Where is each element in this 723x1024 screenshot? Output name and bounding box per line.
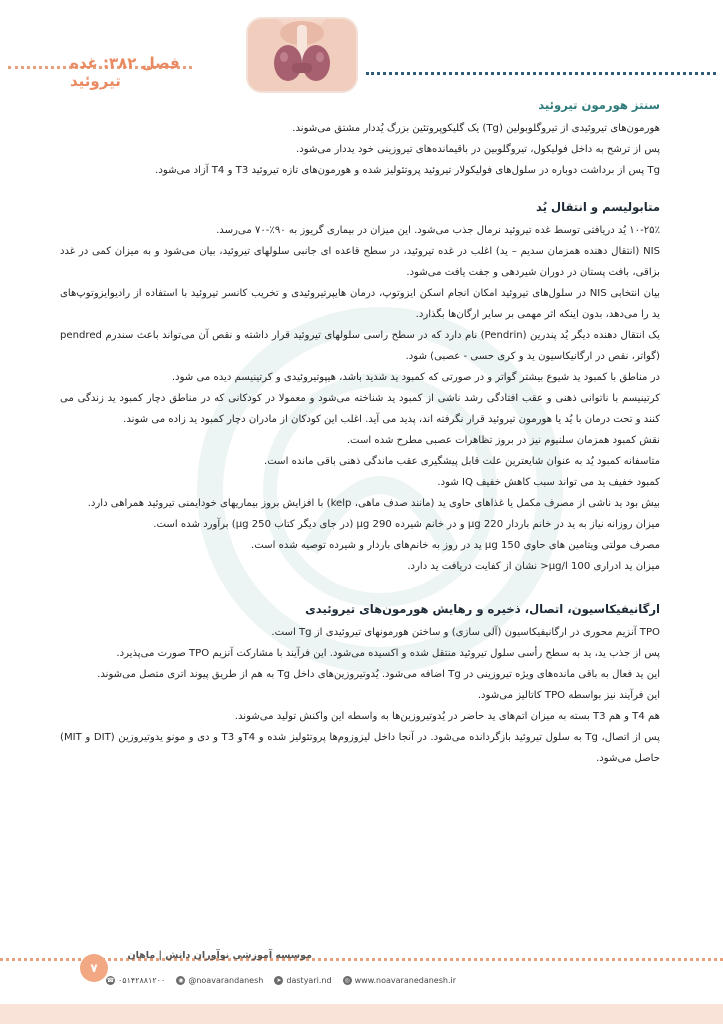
chapter-title: فصل ۳۸۲: غده تیروئید [70, 54, 180, 90]
paragraph: کمبود خفیف ید می تواند سبب کاهش خفیف IQ شود. [437, 477, 660, 488]
page-content [60, 96, 660, 769]
section-title: سنتز هورمون تیروئید [538, 98, 660, 112]
paragraph: بیش بود ید ناشی از مصرف مکمل یا غذاهای حاوی ید (مانند صدف ماهی، kelp) با افزایش بروز بیماریهای خودایمنی تیروئید همراهی دارد. [87, 498, 660, 509]
paragraph: TPO آنزیم محوری در ارگانیفیکاسیون (آلی سازی) و ساختن هورمونهای تیروئیدی از Tg است. [271, 627, 660, 638]
telegram-text: dastyari.nd [286, 975, 332, 985]
paragraph: هم T4 و هم T3 بسته به میزان اتم‌های ید حاضر در یُدوتیروزین‌ها به واسطه این واکنش تولید می‌شوند. [234, 711, 660, 722]
website-text: www.noavaranedanesh.ir [354, 975, 456, 985]
section-title: ارگانیفیکاسیون، اتصال، ذخیره و رهایش هورمون‌های تیروئیدی [305, 602, 660, 616]
paragraph: پس از ترشح به داخل فولیکول، تیروگلوبین در باقیمانده‌های تیروزینی خود یددار می‌شود. [296, 144, 660, 155]
paragraph: نقش کمبود همزمان سلنیوم نیز در بروز تظاهرات عصبی مطرح شده است. [346, 435, 660, 446]
paragraph: Tg پس از برداشت دوباره در سلول‌های فولیکولار تیروئید پروتئولیز شده و هورمون‌های تازه تیروئید T3 و T4 آزاد می‌شود. [155, 165, 660, 176]
footer-divider [0, 958, 723, 961]
paragraph: این فرآیند نیز بواسطه TPO کاتالیز می‌شود. [477, 690, 660, 701]
paragraph: پس از جذب ید، ید به سطح رأسی سلول تیروئید منتقل شده و اکسیده می‌شود. این فرآیند با مشارکت آنزیم TPO صورت می‌پذیرد. [116, 648, 660, 659]
paragraph: NIS (انتقال دهنده همزمان سدیم – ید) اغلب در غده تیروئید، در سطح قاعده ای جانبی سلولهای تیروئید، بیان می‌شود و به میزان کمی در غدد بزاقی، بافت پستان در دوران شیردهی و جفت یافت می‌شود. [60, 246, 660, 278]
paragraph: ۲۵٪-۱۰ یُد دریافتی توسط غده تیروئید نرمال جذب می‌شود. این میزان در بیماری گریوز به ۹۰٪-۷۰ می‌رسد. [216, 225, 660, 236]
footer-instagram[interactable] [176, 976, 263, 985]
paragraph: بیان انتخابی NIS در سلول‌های تیروئید امکان انجام اسکن ایزوتوپ، درمان هایپرتیروئیدی و تخریب کانسر تیروئید با استفاده از رادیوایزوتوپ‌های ید را می‌دهد، بدون اینکه اثر مهمی بر سایر ارگان‌ها بگذارد. [60, 288, 660, 320]
paragraph: این ید فعال به باقی مانده‌های ویژه تیروزینی در Tg اضافه می‌شود. یُدوتیروزین‌های داخل Tg به هم از طریق پیوند اتری متصل می‌شوند. [97, 669, 660, 680]
header-dotted-line-right [366, 72, 716, 75]
footer-website[interactable] [343, 976, 456, 985]
thyroid-illustration [248, 19, 356, 91]
paragraph: کرتینیسم با ناتوانی ذهنی و عقب افتادگی رشد ناشی از کمبود ید شناخته می‌شود و معمولا در کودکانی که در مناطق دچار کمبود ید زندگی می کنند و تحت درمان با یُد یا هورمون تیروئید قرار نگرفته اند، پدید می آید. اغلب این کودکان از مادران دچار کمبود ید زاده می شوند. [60, 393, 660, 425]
paragraph: میزان ید ادراری 100 μg/l< نشان از کفایت دریافت ید دارد. [407, 561, 660, 572]
section-title: متابولیسم و انتقال یُد [535, 200, 660, 214]
footer-phone[interactable] [106, 976, 165, 985]
paragraph: یک انتقال دهنده دیگر یُد پندرین (Pendrin) نام دارد که در سطح راسی سلولهای تیروئید قرار داشته و نقص آن می‌تواند باعث سندرم pendred (گواتر، نقص در ارگانیکاسیون ید و کری حسی - عصبی) شود. [60, 330, 660, 362]
footer-organization: موسسه آموزشی نوآوران دانش | ماهان [127, 950, 312, 961]
instagram-icon: ◉ [178, 976, 184, 984]
page-number: ۷ [80, 954, 108, 982]
paragraph: مصرف مولتی ویتامین های حاوی 150 μg ید در روز به خانم‌های باردار و شیرده توصیه شده است. [251, 540, 660, 551]
paragraph: هورمون‌های تیروئیدی از تیروگلوبولین (Tg) یک گلیکوپروتئین بزرگ یُددار مشتق می‌شوند. [292, 123, 660, 134]
section-iodine-metabolism [60, 198, 660, 577]
phone-icon: ☎ [106, 976, 115, 984]
footer-telegram[interactable] [274, 976, 331, 985]
instagram-text: @noavarandanesh [188, 975, 264, 985]
paragraph: متاسفانه کمبود یُد به عنوان شایعترین علت قابل پیشگیری عقب ماندگی ذهنی باقی مانده است. [264, 456, 660, 467]
section-thyroid-synthesis [60, 96, 660, 181]
paragraph: در مناطق با کمبود ید شیوع بیشتر گواتر و در صورتی که کمبود ید شدید باشد، هیپوتیروئیدی و کرتینیسم دیده می شود. [171, 372, 660, 383]
paragraph: میزان روزانه نیاز به ید در خانم باردار 220 μg و در خانم شیرده 290 μg (در جای دیگر کتاب 250 μg) برآورد شده است. [153, 519, 660, 530]
footer-contacts [106, 973, 456, 987]
footer-band [0, 1004, 723, 1024]
phone-text: ۰۵۱۴۲۸۸۱۲۰۰ [118, 975, 166, 985]
section-organification [60, 600, 660, 769]
paragraph: پس از اتصال، Tg به سلول تیروئید بازگردانده می‌شود. در آنجا داخل لیزوزوم‌ها پروتئولیز شده و T4و T3 و دی و مونو یدوتیروزین (DIT و MIT) حاصل می‌شود. [60, 732, 660, 764]
telegram-icon: ➤ [276, 976, 282, 984]
globe-icon: ◎ [344, 976, 350, 984]
